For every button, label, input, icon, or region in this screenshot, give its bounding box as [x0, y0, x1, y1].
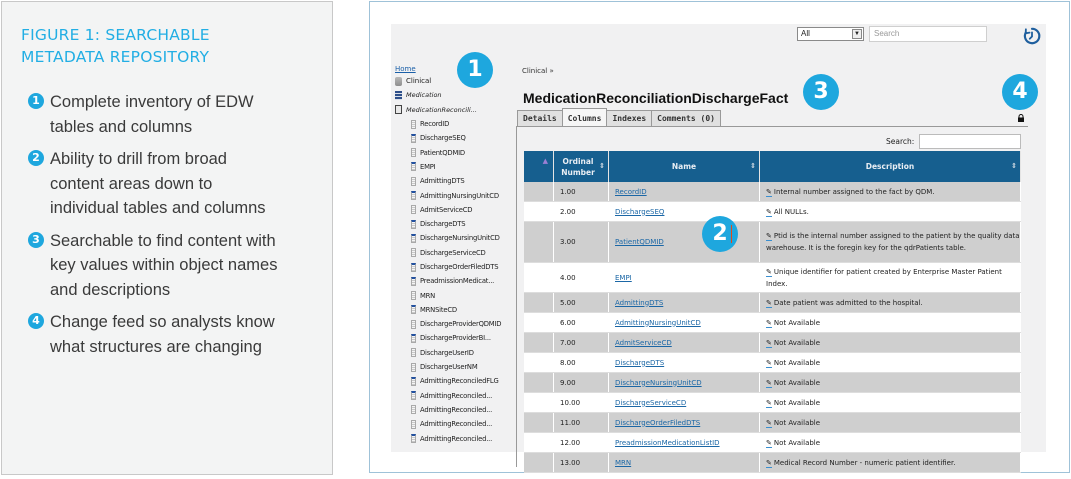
tree-item-column[interactable] [395, 217, 515, 231]
column-icon [411, 177, 416, 186]
tree-item-label: AdmittingReconciled... [420, 434, 493, 443]
ordinal-cell: 7.00 [554, 333, 609, 353]
table-row[interactable] [524, 222, 1021, 263]
tree-item-label: PatientQDMID [420, 148, 465, 157]
callout-badge-2: 2 [702, 216, 738, 252]
sort-asc-icon: ▲ [542, 157, 548, 165]
sort-icon: ⇕ [750, 162, 756, 170]
tree-item-column[interactable] [395, 331, 515, 345]
table-row[interactable] [524, 453, 1021, 473]
edit-pencil-icon[interactable]: ✎ [766, 338, 772, 347]
tree-item-label: DischargeNursingUnitCD [420, 234, 500, 243]
tree-item-label: DischargeProviderQDMID [420, 320, 502, 329]
scope-select[interactable] [797, 27, 864, 41]
tab-columns[interactable]: Columns [562, 108, 608, 126]
tree-item-label: DischargeServiceCD [420, 248, 486, 257]
description-cell: Internal number assigned to the fact by QDM. [773, 187, 935, 196]
clock-refresh-icon[interactable] [1023, 27, 1041, 45]
column-icon [411, 277, 416, 286]
column-icon [411, 291, 416, 300]
column-icon [411, 420, 416, 429]
column-link[interactable]: DischargeNursingUnitCD [615, 378, 702, 387]
tree-item-column[interactable] [395, 231, 515, 245]
ordinal-cell: 4.00 [554, 263, 609, 293]
column-icon [411, 234, 416, 243]
ordinal-cell: 13.00 [554, 453, 609, 473]
tree-item-clinical[interactable] [395, 74, 515, 88]
number-badge-icon: 3 [28, 232, 44, 248]
tree-item-label: DischargeUserNM [420, 363, 478, 372]
ordinal-cell: 3.00 [554, 222, 609, 263]
edit-pencil-icon[interactable]: ✎ [766, 398, 772, 407]
ordinal-cell: 12.00 [554, 433, 609, 453]
column-link[interactable]: AdmittingNursingUnitCD [615, 318, 701, 327]
table-row[interactable] [524, 353, 1021, 373]
home-link[interactable]: Home [395, 65, 416, 73]
feature-item [28, 90, 328, 139]
edit-pencil-icon[interactable]: ✎ [766, 267, 772, 276]
callout-badge-3: 3 [803, 74, 839, 110]
edit-pencil-icon[interactable]: ✎ [766, 187, 772, 196]
columns-table [524, 151, 1021, 473]
table-search-label: Search: [886, 137, 915, 146]
description-cell: Medical Record Number - numeric patient identifier. [773, 458, 956, 467]
tree-item-label: MedicationReconcili... [406, 105, 477, 114]
tab-comments[interactable]: Comments (0) [651, 110, 721, 126]
tree-item-column[interactable] [395, 431, 515, 445]
column-link[interactable]: AdmittingDTS [615, 298, 664, 307]
feature-text: Searchable to find content with key values within object names and descriptions [50, 231, 278, 299]
ordinal-cell: 9.00 [554, 373, 609, 393]
tab-bar [517, 110, 720, 126]
lock-icon[interactable] [1017, 114, 1025, 122]
figure-title-line1: FIGURE 1: SEARCHABLE [21, 26, 210, 44]
scope-select-value: All [801, 29, 810, 38]
tree-item-label: AdmittingReconciled... [420, 420, 493, 429]
tree-item-column[interactable] [395, 317, 515, 331]
column-icon [411, 191, 416, 200]
column-icon [411, 363, 416, 372]
column-link[interactable]: PatientQDMID [615, 238, 664, 246]
dropdown-arrow-icon[interactable]: ▼ [852, 29, 862, 39]
table-header-row [524, 151, 1021, 182]
tree-item-column[interactable] [395, 274, 515, 288]
feature-item [28, 310, 328, 359]
column-icon [411, 405, 416, 414]
number-badge-icon: 2 [28, 150, 44, 166]
column-header-description[interactable]: Description ⇕ [760, 151, 1021, 182]
description-cell: Ptid is the internal number assigned to the patient by the quality data warehouse. It is the foregin key for the qdrPatients table. [766, 232, 1020, 252]
column-header-ordinal[interactable]: Ordinal Number ⇕ [554, 151, 609, 182]
ordinal-cell: 6.00 [554, 313, 609, 333]
column-header-name[interactable]: Name ⇕ [609, 151, 760, 182]
edit-pencil-icon[interactable]: ✎ [766, 418, 772, 427]
tree-item-label: AdmittingReconciled... [420, 391, 493, 400]
edit-pencil-icon[interactable]: ✎ [766, 378, 772, 387]
tree-item-label: AdmittingReconciled... [420, 405, 493, 414]
tree-item-column[interactable] [395, 360, 515, 374]
tree-item-label: AdmittingReconciledFLG [420, 377, 499, 386]
table-row[interactable] [524, 333, 1021, 353]
tab-indexes[interactable]: Indexes [606, 110, 652, 126]
ordinal-cell: 10.00 [554, 393, 609, 413]
tab-details[interactable]: Details [517, 110, 563, 126]
tree-item-column[interactable] [395, 374, 515, 388]
description-cell: Not Available [773, 318, 821, 327]
tree-item-label: DischargeOrderFiledDTS [420, 263, 499, 271]
column-icon [411, 434, 416, 443]
column-icon [411, 305, 416, 314]
table-row[interactable] [524, 433, 1021, 453]
number-badge-icon: 4 [28, 313, 44, 329]
feature-item [28, 147, 328, 221]
column-link[interactable]: DischargeOrderFiledDTS [615, 418, 701, 427]
description-cell: Not Available [773, 358, 821, 367]
description-cell: Not Available [773, 378, 821, 387]
tree-item-label: RecordID [420, 120, 450, 129]
table-row[interactable] [524, 313, 1021, 333]
tree-item-label: DischargeUserID [420, 348, 474, 357]
ordinal-cell: 11.00 [554, 413, 609, 433]
tree-item-column[interactable] [395, 260, 515, 274]
description-cell: Not Available [773, 338, 821, 347]
navigation-tree [395, 64, 515, 446]
column-icon [411, 334, 416, 343]
tree-item-label: MRNSiteCD [420, 305, 457, 314]
global-search-input[interactable]: Search [869, 26, 987, 42]
tree-item-column[interactable] [395, 203, 515, 217]
tree-item-label: EMPI [420, 162, 436, 171]
column-icon [411, 391, 416, 400]
column-icon [411, 162, 416, 171]
tree-item-column[interactable] [395, 188, 515, 202]
figure-title-line2: METADATA REPOSITORY [21, 48, 210, 66]
table-row[interactable] [524, 393, 1021, 413]
tree-item-column[interactable] [395, 389, 515, 403]
description-cell: All NULLs. [773, 207, 809, 216]
tree-item-label: Medication [406, 91, 442, 100]
tree-item-column[interactable] [395, 303, 515, 317]
table-row[interactable] [524, 202, 1021, 222]
tree-item-label: PreadmissionMedicat... [420, 277, 495, 286]
page-title: MedicationReconciliationDischargeFact [523, 90, 789, 106]
tree-item-column[interactable] [395, 145, 515, 159]
tree-item-label: AdmittingNursingUnitCD [420, 191, 499, 200]
description-cell: Date patient was admitted to the hospital. [773, 298, 923, 307]
tree-item-column[interactable] [395, 131, 515, 145]
description-cell: Unique identifier for patient created by Enterprise Master Patient Index. [766, 267, 1002, 288]
tree-item-label: DischargeProviderBI... [420, 334, 491, 343]
table-row[interactable] [524, 182, 1021, 202]
tree-item-column[interactable] [395, 174, 515, 188]
column-link[interactable]: AdmitServiceCD [615, 338, 672, 347]
edit-pencil-icon[interactable]: ✎ [766, 358, 772, 367]
tree-item-label: AdmittingDTS [420, 177, 465, 186]
column-link[interactable]: PreadmissionMedicationListID [615, 438, 720, 447]
tree-item-label: AdmitServiceCD [420, 205, 473, 214]
figure-title [21, 24, 321, 68]
description-cell: Not Available [773, 418, 821, 427]
edit-pencil-icon[interactable]: ✎ [766, 207, 772, 216]
description-cell: Not Available [773, 398, 821, 407]
tree-item-medication[interactable] [395, 88, 515, 102]
column-icon [411, 148, 416, 157]
text-cursor [731, 225, 732, 243]
ordinal-cell: 8.00 [554, 353, 609, 373]
column-link[interactable]: DischargeServiceCD [615, 398, 687, 407]
sort-icon: ⇕ [1011, 162, 1017, 170]
column-icon [411, 248, 416, 257]
column-link[interactable]: DischargeDTS [615, 358, 665, 367]
column-icon [411, 377, 416, 386]
column-link[interactable]: DischargeSEQ [615, 207, 665, 216]
edit-pencil-icon[interactable]: ✎ [766, 458, 772, 467]
schema-icon [395, 91, 402, 100]
description-cell: Not Available [773, 438, 821, 447]
table-row[interactable] [524, 293, 1021, 313]
column-header-select[interactable] [524, 151, 554, 182]
tree-item-column[interactable] [395, 117, 515, 131]
tree-item-label: MRN [420, 291, 436, 300]
column-link[interactable]: MRN [615, 458, 632, 467]
sort-icon: ⇕ [599, 162, 605, 170]
column-link[interactable]: RecordID [615, 187, 647, 196]
ordinal-cell: 1.00 [554, 182, 609, 202]
edit-pencil-icon[interactable]: ✎ [766, 298, 772, 307]
column-icon [411, 120, 416, 129]
number-badge-icon: 1 [28, 93, 44, 109]
breadcrumb[interactable]: Clinical » [522, 67, 554, 75]
column-link[interactable]: EMPI [615, 273, 632, 282]
edit-pencil-icon[interactable]: ✎ [766, 318, 772, 327]
callout-badge-4: 4 [1002, 74, 1038, 110]
edit-pencil-icon[interactable]: ✎ [766, 232, 772, 240]
column-icon [411, 134, 416, 143]
tree-item-column[interactable] [395, 346, 515, 360]
tree-item-column[interactable] [395, 417, 515, 431]
ordinal-cell: 2.00 [554, 202, 609, 222]
table-search-input[interactable] [919, 134, 1021, 149]
tree-item-column[interactable] [395, 288, 515, 302]
tree-item-label: Clinical [406, 77, 432, 86]
feature-list [28, 90, 328, 367]
column-icon [411, 263, 416, 272]
tree-item-label: DischargeSEQ [420, 134, 466, 143]
table-row[interactable] [524, 413, 1021, 433]
column-icon [411, 348, 416, 357]
table-icon [395, 105, 402, 114]
column-icon [411, 205, 416, 214]
feature-text: Complete inventory of EDW tables and columns [50, 93, 254, 136]
callout-badge-1: 1 [457, 52, 493, 88]
tree-item-column[interactable] [395, 160, 515, 174]
tree-item-table[interactable] [395, 103, 515, 117]
edit-pencil-icon[interactable]: ✎ [766, 438, 772, 447]
feature-text: Ability to drill from broad content areas down to individual tables and columns [50, 150, 266, 217]
database-icon [395, 77, 402, 86]
ordinal-cell: 5.00 [554, 293, 609, 313]
column-icon [411, 220, 416, 229]
tree-item-column[interactable] [395, 246, 515, 260]
tree-item-column[interactable] [395, 403, 515, 417]
table-row[interactable] [524, 373, 1021, 393]
column-icon [411, 320, 416, 329]
table-row[interactable] [524, 263, 1021, 293]
feature-item [28, 229, 328, 303]
figure-caption-panel [1, 1, 333, 475]
tree-item-label: DischargeDTS [420, 220, 466, 229]
feature-text: Change feed so analysts know what structures are changing [50, 313, 275, 356]
